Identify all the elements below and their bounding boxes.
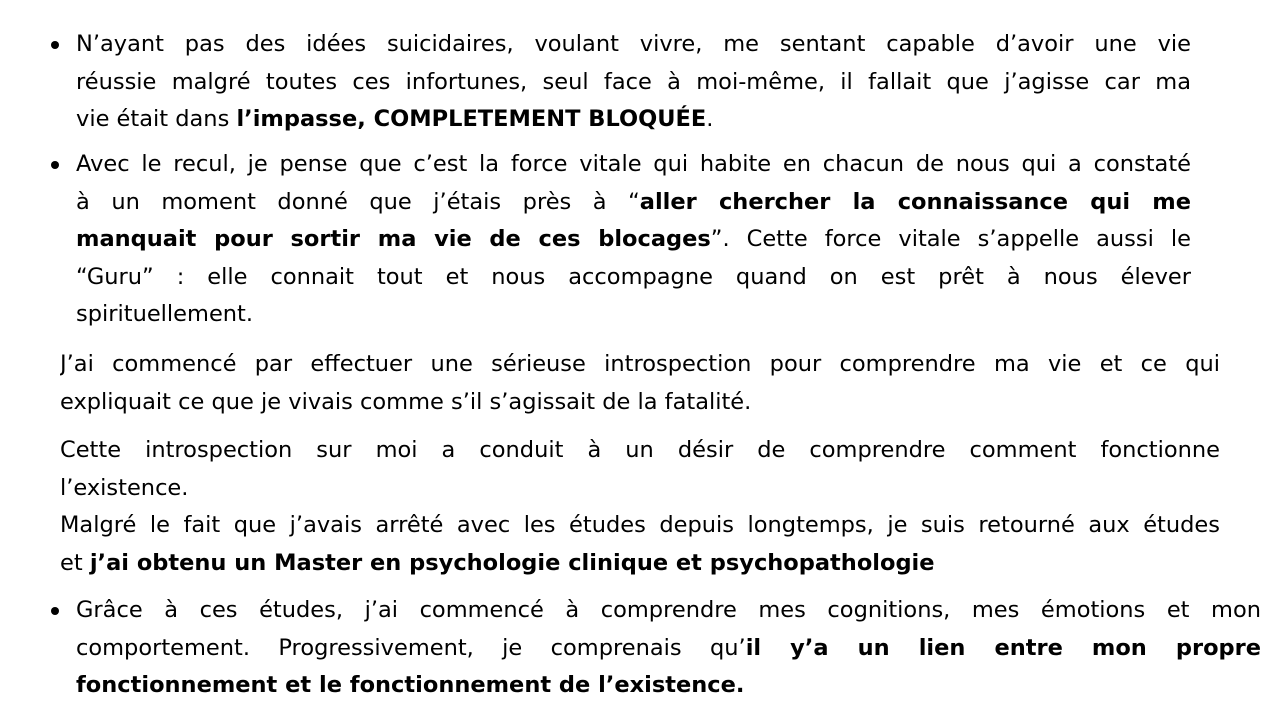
bold-text: aller chercher la connaissance qui me xyxy=(639,188,1191,215)
text-line: N’ayant pas des idées suicidaires, voulant vivre, me sentant capable d’avoir une vie xyxy=(76,31,1191,57)
text-line: Cette introspection sur moi a conduit à un désir de comprendre comment fonctionne xyxy=(60,437,1220,463)
text-span: . xyxy=(706,106,714,132)
text-line xyxy=(76,184,1191,222)
bullet-dot xyxy=(51,41,59,49)
bullet-dot xyxy=(51,607,59,615)
text-line xyxy=(60,545,1220,583)
bold-text: fonctionnement et le fonctionnement de l’existence. xyxy=(76,672,745,698)
text-line: réussie malgré toutes ces infortunes, seul face à moi-même, il fallait que j’agisse car ma xyxy=(76,68,1191,95)
text-line: Malgré le fait que j’avais arrêté avec les études depuis longtemps, je suis retourné aux études xyxy=(60,512,1220,538)
text-line: Avec le recul, je pense que c’est la force vitale qui habite en chacun de nous qui a constaté xyxy=(76,151,1191,177)
text-line xyxy=(76,630,1261,668)
bold-text: l’impasse, COMPLETEMENT BLOQUÉE xyxy=(236,106,707,132)
paragraph-1 xyxy=(60,346,1220,421)
text-span: ”. Cette force vitale s’appelle aussi le xyxy=(710,226,1191,252)
text-span: à un moment donné que j’étais près à “ xyxy=(76,188,640,215)
text-line: “Guru” : elle connait tout et nous accompagne quand on est prêt à nous élever xyxy=(76,263,1191,290)
text-span: comportement. Progressivement, je comprenais qu’ xyxy=(76,634,746,661)
text-line xyxy=(76,221,1191,259)
bold-text: j’ai obtenu un Master en psychologie clinique et psychopathologie xyxy=(89,549,935,576)
bullet-item-2 xyxy=(76,146,1191,334)
bullet-item-1 xyxy=(76,26,1191,139)
text-line: Grâce à ces études, j’ai commencé à comprendre mes cognitions, mes émotions et mon xyxy=(76,597,1261,623)
text-span: vie était dans xyxy=(76,106,237,132)
text-line: J’ai commencé par effectuer une sérieuse introspection pour comprendre ma vie et ce qui xyxy=(60,351,1220,377)
text-line xyxy=(76,667,1261,705)
bold-text: manquait pour sortir ma vie de ces blocages xyxy=(76,226,711,252)
text-line: spirituellement. xyxy=(76,301,254,327)
paragraph-2 xyxy=(60,432,1220,582)
text-span: et xyxy=(60,549,90,576)
text-line xyxy=(76,101,1191,139)
text-line: l’existence. xyxy=(60,474,189,501)
bold-text: il y’a un lien entre mon propre xyxy=(745,634,1261,661)
bullet-item-3 xyxy=(76,592,1261,705)
bullet-dot xyxy=(51,161,59,169)
text-line: expliquait ce que je vivais comme s’il s’agissait de la fatalité. xyxy=(60,388,752,415)
